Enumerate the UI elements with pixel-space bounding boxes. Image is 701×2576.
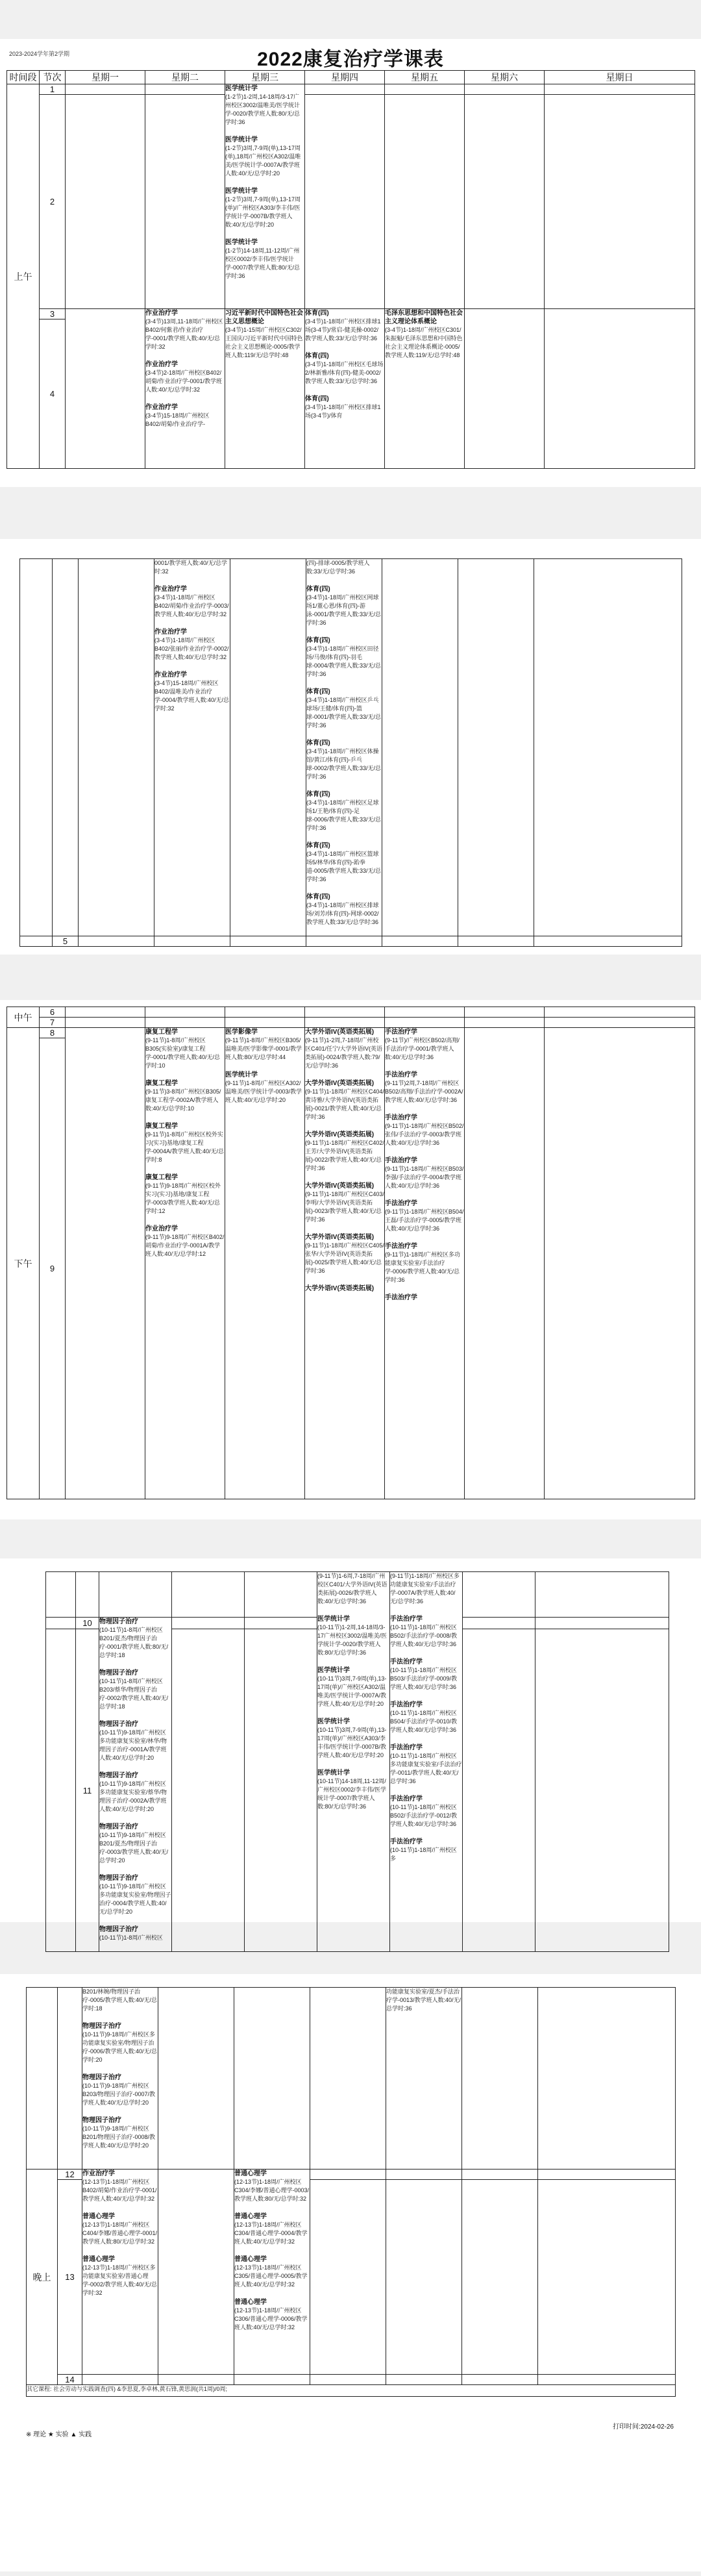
course-name: 手法治疗学 [390,1658,423,1666]
timetable-part-5 [26,1987,676,2397]
cell-wed-1-2 [225,84,305,309]
course-entry [82,2022,158,2064]
course-name: 物理因子治疗 [99,1772,138,1779]
course-entry [305,309,384,343]
course-detail: (10-11节)1-18周/广州校区多 [390,1847,457,1862]
timetable-part-4 [45,1571,669,1952]
course-entry [82,2170,158,2203]
other-courses-text: 社会劳动与实践调查(四) &李思夏,李卓林,黄石锋,黄思润(共1周)/0周; [53,2386,228,2392]
course-name: 手法治疗学 [385,1114,417,1121]
course-name: 体育(四) [306,842,330,849]
course-entry [305,1079,384,1121]
course-entry [385,1199,464,1233]
course-entry [317,1718,389,1760]
course-entry [225,187,304,229]
course-entry [145,403,225,429]
course-entry [385,1071,464,1105]
course-detail: (10-11节)14-18周,11-12周/广州校区0002/李丰伟/医学统计学-0007/教学班人数:80/无/总学时:36 [317,1778,387,1810]
course-entry [145,1028,225,1070]
course-entry [145,1079,225,1113]
course-entry [317,1615,389,1657]
col-wed: 星期三 [225,71,305,84]
course-entry [225,1071,304,1105]
course-entry [386,1988,461,2013]
course-name: 医学统计学 [225,188,258,195]
course-detail: (9-11节)1-18周/广州校区多功能康复实验室/手法治疗学-0006/教学班人数:40/无/总学时:36 [385,1251,460,1283]
course-entry [145,360,225,394]
section-11: 11 [76,1629,99,1952]
course-name: 体育(四) [305,353,329,360]
course-entry [305,1233,384,1275]
section-9: 9 [40,1038,66,1499]
course-detail: (9-11节)1-18周/广州校区B502/张伟/手法治疗学-0003/教学班人数:40/无/总学时:36 [385,1123,464,1146]
course-detail: (1-2节)3周,7-9周(单),13-17周(单)/广州校区A303/李丰伟/医学统计学-0007B/教学班人数:40/无/总学时:20 [225,196,301,228]
cell-mon-10-11 [99,1618,172,1952]
course-detail: (3-4节)1-18周/广州校区排球1场(3-4节)/常启-健美操-0002/教学班人数:33/无/总学时:36 [305,318,381,342]
course-detail: (12-13节)1-18周/广州校区C305/普通心理学-0005/教学班人数:40/无/总学时:32 [234,2264,308,2288]
col-sat: 星期六 [465,71,545,84]
course-name: 普通心理学 [234,2256,267,2263]
section-14: 14 [58,2375,82,2385]
course-entry [234,2212,310,2246]
course-name: 体育(四) [305,395,329,403]
course-name: 医学统计学 [317,1718,350,1725]
course-entry [306,688,382,730]
course-detail: 功能康复实验室/夏杰/手法治疗学-0013/教学班人数:40/无/总学时:36 [386,1988,461,2012]
course-entry [154,585,230,619]
course-detail: (10-11节)9-18周/广州校区B203/物理因子治疗-0007/教学班人数:40/无/总学时:20 [82,2082,156,2106]
course-detail: (3-4节)1-18周/广州校区篮球场5/林华/体育(四)-跆拳道-0005/教学班人数:33/无/总学时:36 [306,851,382,882]
course-detail: (10-11节)1-2周,14-18周/3-17广州校区3002/温唯美/医学统计学-0020/教学班人数:80/无/总学时:36 [317,1624,387,1656]
course-name: 习近平新时代中国特色社会主义思想概论 [225,310,303,325]
course-name: 医学统计学 [225,136,258,144]
course-name: 医学统计学 [317,1616,350,1623]
cell-thu-cont [306,559,382,936]
course-name: 作业治疗学 [145,404,178,411]
course-entry [99,1669,171,1711]
course-detail: (3-4节)1-18周/广州校区B402/张丽/作业治疗学-0002/教学班人数:40/无/总学时:32 [154,637,229,660]
course-detail: (3-4节)1-18周/广州校区排球场/刘芳/体育(四)-网球-0002/教学班人数:33/无/总学时:36 [306,902,379,925]
course-name: 作业治疗学 [154,629,187,636]
course-detail: (10-11节)1-18周/广州校区B502/手法治疗学-0008/教学班人数:40/无/总学时:36 [390,1624,458,1647]
course-entry [145,309,225,351]
course-name: 普通心理学 [234,2299,267,2306]
section-10: 10 [76,1618,99,1629]
timetable-part-1 [6,70,695,469]
course-entry [305,395,384,420]
section-13: 13 [58,2180,82,2375]
course-detail: (四)-排球-0005/教学班人数:33/无/总学时:36 [306,560,370,575]
course-name: 康复工程学 [145,1174,178,1181]
course-name: 物理因子治疗 [82,2074,121,2081]
course-detail: (10-11节)9-18周/广州校区B201/夏杰/物理因子治疗-0003/教学班人数:40/无/总学时:20 [99,1832,169,1864]
cell-tue-3-4 [145,309,225,469]
timetable-part-3 [6,1007,695,1499]
course-detail: (12-13节)1-18周/广州校区C306/普通心理学-0006/教学班人数:40/无/总学时:32 [234,2307,308,2331]
course-detail: (9-11节)3-8周/广州校区B305/康复工程学-0002A/教学班人数:40/无/总学时:10 [145,1088,221,1112]
course-detail: (9-11节)1-18周/广州校区C405/张华/大学外语IV(英语类拓展)-0025/教学班人数:40/无/总学时:36 [305,1242,384,1274]
course-name: 体育(四) [306,894,330,901]
course-detail: (10-11节)9-18周/广州校区多功能康复实验室/蔡华/物理因子治疗-0002A/教学班人数:40/无/总学时:20 [99,1781,167,1812]
course-name: 大学外语IV(英语类拓展) [305,1182,375,1190]
course-detail: (1-2节)1-2周,14-18周/3-17广州校区3002/温唯美/医学统计学-0020/教学班人数:80/无/总学时:36 [225,94,301,125]
course-entry [306,636,382,679]
col-tue: 星期二 [145,71,225,84]
course-entry [385,1157,464,1190]
page-1 [0,39,701,487]
section-2: 2 [40,95,66,309]
course-entry [306,790,382,832]
course-detail: (12-13节)1-18周/广州校区B402/胡菊/作业治疗学-0001/教学班人数:40/无/总学时:32 [82,2179,157,2202]
course-entry [225,309,304,360]
course-name: 作业治疗学 [154,671,187,679]
course-detail: (9-11节)1-18周/广州校区C402/王芳/大学外语IV(英语类拓展)-0022/教学班人数:40/无/总学时:36 [305,1140,384,1171]
cell-wed-12-13 [234,2170,310,2375]
course-detail: (9-11节)1-8周/广州校区A302/温唯美/医学统计学-0003/教学班人数:40/无/总学时:20 [225,1080,302,1103]
cell-wed-8-9 [225,1028,305,1499]
course-entry [317,1769,389,1811]
course-name: 手法治疗学 [390,1701,423,1708]
course-detail: (9-11节)1-2周,7-18周/广州校区C401/任宁/大学外语IV(英语类拓展)-0024/教学班人数:79/无/总学时:36 [305,1037,383,1069]
course-detail: (3-4节)15-18周/广州校区B402/温唯美/作业治疗学-0004/教学班人数:40/无/总学时:32 [154,680,230,712]
course-entry [225,84,304,127]
course-name: 物理因子治疗 [82,2023,121,2030]
course-name: 毛泽东思想和中国特色社会主义理论体系概论 [385,310,463,325]
col-thu: 星期四 [305,71,385,84]
course-name: 作业治疗学 [145,310,178,317]
course-entry [82,2073,158,2107]
course-entry [306,842,382,884]
course-entry [306,739,382,781]
course-name: 普通心理学 [82,2213,115,2220]
course-name: 医学统计学 [225,1071,258,1079]
course-detail: (9-11节)1-18周/广州校区多功能康复实验室/手法治疗学-0007A/教学班人数:40/无/总学时:36 [390,1573,460,1605]
cell-mon-12-13 [82,2170,158,2375]
course-entry [154,559,230,576]
course-name: 物理因子治疗 [99,1721,138,1728]
course-name: 物理因子治疗 [99,1618,138,1625]
course-detail: (3-4节)1-15周/广州校区C302/王国庆/习近平新时代中国特色社会主义思想概论-0005/教学班人数:119/无/总学时:48 [225,327,303,358]
print-time: 打印时间:2024-02-26 [613,2423,674,2431]
course-entry [234,2255,310,2289]
course-detail: (10-11节)9-18周/广州校区多功能康复实验室/林华/物理因子治疗-0001A/教学班人数:40/无/总学时:20 [99,1729,167,1761]
course-name: 大学外语IV(英语类拓展) [305,1234,375,1241]
course-entry [234,2298,310,2332]
cell-thu-8-9 [305,1028,385,1499]
course-entry [385,309,464,360]
course-detail: (10-11节)3周,7-9周(单),13-17周(单)/广州校区A302/温唯美/医学统计学-0007A/教学班人数:40/无/总学时:20 [317,1675,387,1707]
cell-mon-cont [82,1988,158,2170]
section-7: 7 [40,1018,66,1028]
course-detail: (9-11节)1-8周/广州校区B305/温唯美/医学影像学-0001/教学班人数:80/无/总学时:44 [225,1037,302,1060]
col-section: 节次 [40,71,66,84]
course-entry [154,628,230,662]
course-detail: (9-11节)9-18周/广州校区校外实习(实习)基地/康复工程学-0003/教学班人数:40/无/总学时:12 [145,1182,221,1214]
course-detail: (9-11节)1-8周/广州校区B305(实验室)/康复工程学-0001/教学班人数:40/无/总学时:10 [145,1037,221,1069]
col-time: 时间段 [7,71,40,84]
course-name: 手法治疗学 [390,1795,423,1803]
course-detail: (10-11节)1-18周/广州校区B502/手法治疗学-0012/教学班人数:40/无/总学时:36 [390,1804,458,1827]
page-2 [0,539,701,955]
time-noon: 中午 [7,1007,40,1028]
time-morning: 上午 [7,84,40,469]
course-entry [145,1225,225,1258]
course-entry [225,1028,304,1062]
legend-note: ※ 理论 ★ 实验 ▲ 实践 [26,2431,92,2438]
course-entry [317,1666,389,1708]
course-name: 大学外语IV(英语类拓展) [305,1131,375,1138]
course-name: 手法治疗学 [390,1744,423,1751]
course-detail: (3-4节)1-18周/广州校区乒乓球场/王健/体育(四)-篮球-0001/教学班人数:33/无/总学时:36 [306,697,382,729]
course-detail: (12-13节)1-18周/广州校区C304/普通心理学-0004/教学班人数:40/无/总学时:32 [234,2221,308,2245]
course-entry [225,136,304,178]
course-detail: (10-11节)1-8周/广州校区 [99,1934,163,1941]
course-detail: (3-4节)2-18周/广州校区B402/胡菊/作业治疗学-0001/教学班人数:40/无/总学时:32 [145,369,223,393]
course-name: 手法治疗学 [385,1157,417,1164]
course-name: 康复工程学 [145,1029,178,1036]
course-detail: (3-4节)1-18周/广州校区B402/胡菊/作业治疗学-0003/教学班人数:40/无/总学时:32 [154,594,229,618]
course-entry [385,1294,464,1302]
course-entry [305,1182,384,1224]
course-entry [306,893,382,927]
course-entry [99,1618,171,1660]
course-entry [145,1122,225,1164]
course-detail: (10-11节)9-18周/广州校区多功能康复实验室/物理因子治疗-0006/教学班人数:40/无/总学时:20 [82,2031,158,2063]
course-name: 物理因子治疗 [82,2117,121,2124]
course-detail: (3-4节)1-18周/广州校区排球1场(3-4节)/体育 [305,404,381,419]
course-name: 康复工程学 [145,1080,178,1087]
course-entry [82,2255,158,2297]
course-entry [317,1572,389,1606]
course-detail: (9-11节)/广州校区B502/高翔/手法治疗学-0001/教学班人数:40/无/总学时:36 [385,1037,460,1060]
course-detail: (12-13节)1-18周/广州校区C304/李娜/普通心理学-0003/教学班人数:80/无/总学时:32 [234,2179,310,2202]
course-name: 手法治疗学 [385,1294,417,1301]
cell-thu-3-4 [305,309,385,469]
cell-tue-cont [154,559,230,936]
page-3 [0,1000,701,1519]
cell-fri-10-11 [390,1572,463,1952]
course-name: 体育(四) [306,688,330,695]
course-entry [390,1615,462,1649]
course-detail: (1-2节)14-18周,11-12周/广州校区0002/李丰伟/医学统计学-0007/教学班人数:80/无/总学时:36 [225,247,301,279]
course-entry [390,1658,462,1692]
course-detail: (10-11节)9-18周/广州校区多功能康复实验室/物理因子治疗-0004/教学班人数:40/无/总学时:20 [99,1883,171,1915]
course-name: 手法治疗学 [385,1243,417,1250]
course-name: 手法治疗学 [390,1838,423,1845]
course-entry [385,1114,464,1147]
course-entry [306,585,382,627]
page-4 [0,1558,701,1941]
course-name: 普通心理学 [82,2256,115,2263]
course-detail: (3-4节)1-18周/广州校区毛球场2/林新雅/体育(四)-健美-0002/教学班人数:33/无/总学时:36 [305,361,384,384]
cell-fri-8-9 [385,1028,465,1499]
course-detail: (9-11节)1-18周/广州校区B504/王磊/手法治疗学-0005/教学班人数:40/无/总学时:36 [385,1208,464,1232]
course-entry [234,2170,310,2203]
course-name: 医学影像学 [225,1029,258,1036]
course-name: 物理因子治疗 [99,1669,138,1677]
semester-label: 2023-2024学年第2学期 [9,51,70,57]
course-entry [82,2212,158,2246]
course-name: 医学统计学 [225,239,258,246]
section-8: 8 [40,1028,66,1038]
course-entry [225,238,304,281]
course-name: 物理因子治疗 [99,1875,138,1882]
course-entry [145,1173,225,1216]
time-evening: 晚上 [27,2170,58,2385]
course-entry [99,1925,171,1942]
cell-fri-cont [386,1988,462,2170]
cell-wed-3-4 [225,309,305,469]
course-detail: (9-11节)1-18周/广州校区C403/李明/大学外语IV(英语类拓展)-0023/教学班人数:40/无/总学时:36 [305,1191,384,1223]
section-1: 1 [40,84,66,95]
course-name: 大学外语IV(英语类拓展) [305,1285,375,1292]
other-courses-row [27,2385,676,2397]
course-entry [99,1771,171,1814]
course-detail: (9-11节)1-18周/广州校区C404/黄诗雅/大学外语IV(英语类拓展)-0021/教学班人数:40/无/总学时:36 [305,1088,384,1120]
course-detail: (1-2节)3周,7-9周(单),13-17周(单),18周/广州校区A302/温唯美/医学统计学-0007A/教学班人数:40/无/总学时:20 [225,145,301,177]
course-name: 作业治疗学 [145,361,178,368]
course-detail: (3-4节)1-18周/广州校区C301/朱振魁/毛泽东思想和中国特色社会主义理论体系概论-0005/教学班人数:119/无/总学时:48 [385,327,463,358]
course-name: 医学统计学 [225,85,258,92]
course-detail: (3-4节)1-18周/广州校区田径场/马俊/体育(四)-羽毛球-0004/教学班人数:33/无/总学时:36 [306,645,382,677]
section-12: 12 [58,2170,82,2180]
course-name: 大学外语IV(英语类拓展) [305,1080,375,1087]
course-entry [390,1744,462,1786]
course-name: 体育(四) [305,310,329,317]
section-5: 5 [53,936,79,947]
course-detail: (3-4节)1-18周/广州校区网球场1/董心恩/体育(四)-游泳-0001/教学班人数:33/无/总学时:36 [306,594,382,626]
course-name: 大学外语IV(英语类拓展) [305,1029,375,1036]
course-name: 作业治疗学 [82,2170,115,2177]
course-name: 物理因子治疗 [99,1926,138,1933]
header-row [7,71,695,84]
course-name: 体育(四) [306,586,330,593]
course-detail: (9-11节)2周,7-18周/广州校区B502/高翔/手法治疗学-0002A/教学班人数:40/无/总学时:36 [385,1080,463,1103]
course-name: 体育(四) [306,740,330,747]
course-name: 手法治疗学 [385,1200,417,1207]
cell-fri-3-4 [385,309,465,469]
course-detail: (10-11节)3周,7-9周(单),13-17周(单)/广州校区A303/李丰伟/医学统计学-0007B/教学班人数:40/无/总学时:20 [317,1727,387,1758]
course-name: 普通心理学 [234,2170,267,2177]
course-entry [305,1131,384,1173]
course-name: 作业治疗学 [145,1225,178,1232]
course-detail: B201/林婉/物理因子治疗-0005/教学班人数:40/无/总学时:18 [82,1988,158,2012]
course-entry [390,1795,462,1829]
timetable-part-2 [19,558,682,947]
course-entry [82,2116,158,2150]
cell-tue-8-9 [145,1028,225,1499]
col-fri: 星期五 [385,71,465,84]
col-sun: 星期日 [545,71,695,84]
course-entry [305,352,384,386]
col-mon: 星期一 [66,71,145,84]
course-detail: (10-11节)1-8周/广州校区B201/夏杰/物理因子治疗-0001/教学班人数:80/无/总学时:18 [99,1627,169,1658]
page-5 [0,1974,701,2571]
course-entry [385,1028,464,1062]
page-title: 2022康复治疗学课表 [257,49,444,70]
course-entry [305,1284,384,1293]
course-entry [154,671,230,713]
course-entry [82,1988,158,2013]
course-name: 手法治疗学 [385,1029,417,1036]
course-entry [99,1874,171,1916]
course-entry [305,1028,384,1070]
other-courses-label: 其它课程: [27,2386,52,2392]
course-name: 作业治疗学 [154,586,187,593]
course-detail: (3-4节)1-18周/广州校区体操馆/黄江/体育(四)-乒乓球-0002/教学班人数:33/无/总学时:36 [306,748,382,780]
course-detail: (10-11节)1-18周/广州校区多功能康复实验室/手法治疗学-0011/教学班人数:40/无/总学时:36 [390,1753,462,1784]
course-detail: (10-11节)1-8周/广州校区B203/蔡华/物理因子治疗-0002/教学班人数:40/无/总学时:18 [99,1678,169,1710]
course-detail: (10-11节)1-18周/广州校区B503/手法治疗学-0009/教学班人数:40/无/总学时:36 [390,1667,458,1690]
course-name: 康复工程学 [145,1123,178,1130]
course-entry [99,1720,171,1762]
course-name: 医学统计学 [317,1667,350,1674]
course-entry [99,1823,171,1865]
course-name: 体育(四) [306,791,330,798]
course-entry [385,1242,464,1284]
course-entry [306,559,382,576]
course-entry [390,1701,462,1734]
section-4: 4 [40,319,66,469]
course-name: 普通心理学 [234,2213,267,2220]
time-afternoon: 下午 [7,1028,40,1499]
course-detail: (3-4节)15-18周/广州校区B402/胡菊/作业治疗学- [145,412,210,427]
course-detail: (10-11节)9-18周/广州校区B201/物理因子治疗-0008/教学班人数:40/无/总学时:20 [82,2125,156,2149]
course-name: 手法治疗学 [385,1071,417,1079]
course-detail: (3-4节)1-18周/广州校区足球场1/王艳/体育(四)-足球-0006/教学班人数:33/无/总学时:36 [306,799,382,831]
section-6: 6 [40,1007,66,1018]
course-detail: (9-11节)9-18周/广州校区B402/胡菊/作业治疗学-0001A/教学班人数:40/无/总学时:12 [145,1234,225,1257]
cell-thu-10-11 [317,1572,390,1952]
course-detail: (12-13节)1-18周/广州校区C404/李娜/普通心理学-0001/教学班人数:80/无/总学时:32 [82,2221,158,2245]
course-name: 医学统计学 [317,1769,350,1777]
course-detail: 0001/教学班人数:40/无/总学时:32 [154,560,228,575]
course-detail: (10-11节)1-18周/广州校区B504/手法治疗学-0010/教学班人数:40/无/总学时:36 [390,1710,458,1733]
course-detail: (12-13节)1-18周/广州校区多功能康复实验室/普通心理学-0002/教学班人数:40/无/总学时:32 [82,2264,158,2296]
course-entry [390,1572,462,1606]
course-entry [390,1838,462,1863]
course-detail: (9-11节)1-18周/广州校区B503/李强/手法治疗学-0004/教学班人数:40/无/总学时:36 [385,1166,464,1189]
course-name: 手法治疗学 [390,1616,423,1623]
course-detail: (9-11节)1-6周,7-18周/广州校区C401/大学外语IV(英语类拓展)-0026/教学班人数:40/无/总学时:36 [317,1573,387,1605]
section-3: 3 [40,309,66,319]
course-detail: (3-4节)13周,11-18周/广州校区B402/何紫君/作业治疗学-0001/教学班人数:40/无/总学时:32 [145,318,223,350]
course-detail: (9-11节)1-8周/广州校区校外实习(实习)基地/康复工程学-0004A/教学班人数:40/无/总学时:8 [145,1131,225,1163]
course-name: 物理因子治疗 [99,1823,138,1831]
course-name: 体育(四) [306,637,330,644]
